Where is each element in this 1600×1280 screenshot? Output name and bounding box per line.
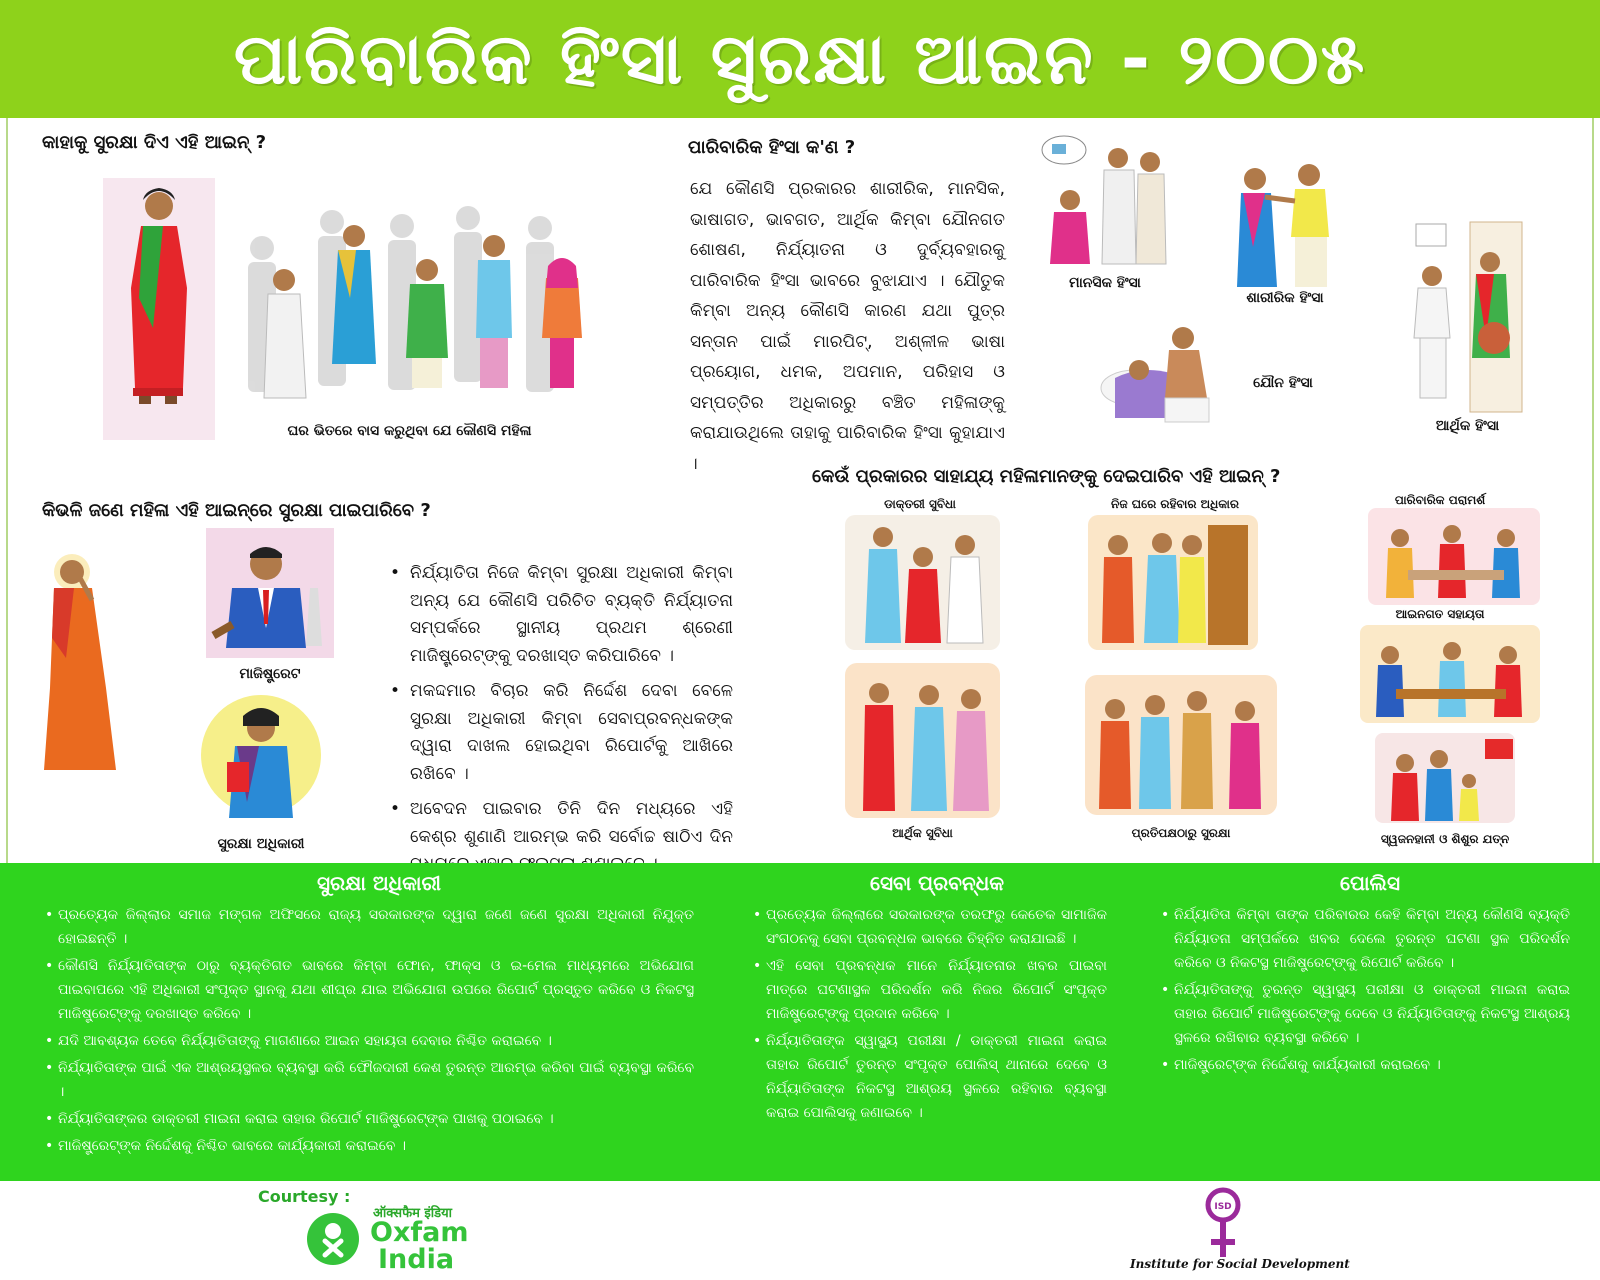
poster-title: ପାରିବାରିକ ହିଂସା ସୁରକ୍ଷା ଆଇନ - ୨୦୦୫ xyxy=(233,17,1367,100)
roles-panel xyxy=(0,863,1600,1181)
service-provider-column-title: ସେବା ପ୍ରବନ୍ଧକ xyxy=(869,871,1005,895)
woman-red-saree-illustration xyxy=(103,178,215,440)
duty-text: ଯଦି ଆବଶ୍ୟକ ତେବେ ନିର୍ଯ୍ୟାତିତାଙ୍କୁ ମାଗଣାରେ ଆଇନ ସହାୟତା ଦେବାର ନିଶ୍ଚିତ କରାଇବେ । xyxy=(58,1033,552,1049)
group-of-women-illustration xyxy=(222,188,597,416)
bullet-dot: • xyxy=(45,1033,54,1049)
how-bullets xyxy=(388,560,733,887)
duty-item xyxy=(44,1029,694,1053)
duty-text: କୌଣସି ନିର୍ଯ୍ୟାତିତାଙ୍କ ଠାରୁ ବ୍ୟକ୍ତିଗତ ଭାବରେ କିମ୍ବା ଫୋନ, ଫାକ୍ସ ଓ ଇ-ମେଲ ମାଧ୍ୟମରେ ଅଭିଯୋଗ ପାଇବାପରେ ଏହି ଅଧିକାରୀ ସଂପୃକ୍ତ ସ୍ଥାନକୁ ଯଥା ଶୀଘ୍ର ଯାଇ ଅଭିଯୋଗ ଉପରେ ରିପୋର୍ଟ ପ୍ରସ୍ତୁତ କରିବେ ଓ ନିକଟସ୍ଥ ମାଜିଷ୍ଟ୍ରେଟ୍‌ଙ୍କୁ ଦରଖାସ୍ତ କରିବେ । xyxy=(58,958,694,1022)
police-column xyxy=(1160,863,1580,1181)
duty-text: ମାଜିଷ୍ଟ୍ରେଟ୍‌ଙ୍କ ନିର୍ଦ୍ଦେଶକୁ ନିଶ୍ଚିତ ଭାବରେ କାର୍ଯ୍ୟକାରୀ କରାଇବେ । xyxy=(58,1138,407,1154)
duty-item xyxy=(1160,903,1570,975)
how-bullet-text: ମକଦ୍ଦମାର ବିଚାର କରି ନିର୍ଦ୍ଦେଶ ଦେବା ବେଳେ ସୁରକ୍ଷା ଅଧିକାରୀ କିମ୍ବା ସେବାପ୍ରବନ୍ଧକଙ୍କ ଦ୍ୱାରା ଦାଖଲ ହୋଇଥିବା ରିପୋର୍ଟକୁ ଆଖିରେ ରଖିବେ । xyxy=(410,681,733,784)
sexual-violence-illustration xyxy=(1095,318,1235,430)
how-bullet-text: ଅବେଦନ ପାଇବାର ତିନି ଦିନ ମଧ୍ୟରେ ଏହି କେଶ୍‌ର ଶୁଣାଣି ଆରମ୍ଭ କରି ସର୍ବୋଚ୍ଚ ଷାଠିଏ ଦିନ xyxy=(410,799,733,847)
bullet-dot: • xyxy=(1161,982,1170,998)
protection-from-respondent-illustration xyxy=(1085,675,1277,815)
oxfam-name xyxy=(370,1219,468,1273)
residence-right-illustration xyxy=(1088,515,1258,650)
what-definition-paragraph: ଯେ କୌଣସି ପ୍ରକାରର ଶାରୀରିକ, ମାନସିକ, ଭାଷାଗତ, ଭାବଗତ, ଆର୍ଥିକ କିମ୍ବା ଯୌନଗତ ଶୋଷଣ, ନିର୍ଯ୍ୟାତନା ଓ ଦୁର୍ବ୍ୟବହାରକୁ ପାରିବାରିକ ହିଂସା ଭାବରେ ବୁଝାଯାଏ । ଯୌତୁକ କିମ୍ବା ଅନ୍ୟ କୌଣସି କାରଣ ଯଥା ପୁତ୍ର ସନ୍ତାନ ପାଇଁ ମାରପିଟ୍, ଅଶ୍ଳୀଳ ଭାଷା ପ୍ରୟୋଗ, ଧମକ, ଅପମାନ, ପରିହାସ ଓ ସମ୍ପତ୍ତିର ଅଧିକାରରୁ ବଞ୍ଚିତ ମହିଳାଙ୍କୁ କରାଯାଉଥିଲେ ତାହାକୁ ପାରିବାରିକ ହିଂସା କୁହାଯାଏ । xyxy=(690,179,1005,474)
oxfam-name-line1: Oxfam xyxy=(370,1217,469,1248)
how-bullet-text: ନିର୍ଯ୍ୟାତିତା ନିଜେ କିମ୍ବା ସୁରକ୍ଷା ଅଧିକାରୀ କିମ୍ବା ଅନ୍ୟ ଯେ କୌଣସି ପରିଚିତ ବ୍ୟକ୍ତି ନିର୍ଯ୍ୟାତନା ସମ୍ପର୍କରେ ସ୍ଥାନୀୟ ପ୍ରଥମ ଶ୍ରେଣୀ ମାଜିଷ୍ଟ୍ରେଟ୍‌ଙ୍କୁ ଦରଖାସ୍ତ କରିପାରିବେ । xyxy=(410,563,733,666)
duty-item xyxy=(752,954,1107,1026)
protection-officer-illustration xyxy=(197,692,325,818)
bullet-dot: • xyxy=(45,1138,54,1154)
oxfam-logo-icon xyxy=(305,1211,361,1267)
service-provider-duties xyxy=(752,903,1107,1128)
mental-violence-label: ମାନସିକ ହିଂସା xyxy=(1069,275,1141,291)
duty-text: ମାଜିଷ୍ଟ୍ରେଟ୍‌ଙ୍କ ନିର୍ଦ୍ଦେଶକୁ କାର୍ଯ୍ୟକାରୀ କରାଇବେ । xyxy=(1174,1057,1441,1073)
magistrate-label: ମାଜିଷ୍ଟ୍ରେଟ xyxy=(239,666,301,682)
duty-text: ଏହି ସେବା ପ୍ରବନ୍ଧକ ମାନେ ନିର୍ଯ୍ୟାତନାର ଖବର ପାଇବା ମାତ୍ରେ ଘଟଣାସ୍ଥଳ ପରିଦର୍ଶନ କରି ନିଜର ରିପୋର୍ଟ ସଂପୃକ୍ତ ମାଜିଷ୍ଟ୍ରେଟ୍‌ଙ୍କୁ ପ୍ରଦାନ କରିବେ । xyxy=(766,958,1107,1022)
duty-text: ନିର୍ଯ୍ୟାତିତାଙ୍କର ଡାକ୍ତରୀ ମାଇନା କରାଇ ତାହାର ରିପୋର୍ଟ ମାଜିଷ୍ଟ୍ରେଟ୍‌ଙ୍କ ପାଖକୁ ପଠାଇବେ । xyxy=(58,1111,554,1127)
police-column-title: ପୋଲିସ xyxy=(1340,871,1400,895)
service-provider-column xyxy=(752,863,1122,1181)
how-section-title: କିଭଳି ଜଣେ ମହିଳା ଏହି ଆଇନ୍‌ରେ ସୁରକ୍ଷା ପାଇପାରିବେ ? xyxy=(42,500,431,521)
poster-footer xyxy=(0,1181,1600,1280)
bullet-dot: • xyxy=(390,563,401,583)
oxfam-name-line2: India xyxy=(378,1244,455,1275)
bullet-dot: • xyxy=(753,958,762,974)
bullet-dot: • xyxy=(1161,1057,1170,1073)
economic-violence-label: ଆର୍ଥିକ ହିଂସା xyxy=(1435,418,1500,434)
counselling-illustration xyxy=(1368,508,1540,605)
financial-help-label: ଆର୍ଥିକ ସୁବିଧା xyxy=(892,826,953,840)
duty-text: ନିର୍ଯ୍ୟାତିତାଙ୍କ ପାଇଁ ଏକ ଆଶ୍ରୟସ୍ଥଳର ବ୍ୟବସ୍ଥା କରି ଫୌଜଦାରୀ କେଶ ତୁରନ୍ତ ଆରମ୍ଭ କରିବା ପାଇଁ ବ୍ୟବସ୍ଥା କରିବେ । xyxy=(58,1060,694,1100)
bullet-dot: • xyxy=(1161,907,1170,923)
duty-text: ନିର୍ଯ୍ୟାତିତାଙ୍କୁ ତୁରନ୍ତ ସ୍ୱାସ୍ଥ୍ୟ ପରୀକ୍ଷା ଓ ଡାକ୍ତରୀ ମାଇନା କରାଇ ତାହାର ରିପୋର୍ଟ ମାଜିଷ୍ଟ୍ରେଟ୍‌ଙ୍କୁ ଦେବେ ଓ ନିର୍ଯ୍ୟାତିତାଙ୍କୁ ନିକଟସ୍ଥ ଆଶ୍ରୟ ସ୍ଥଳରେ ରଖିବାର ବ୍ୟବସ୍ଥା କରିବେ । xyxy=(1174,982,1570,1046)
protection-officer-label: ସୁରକ୍ଷା ଅଧିକାରୀ xyxy=(217,836,305,852)
duty-item xyxy=(44,903,694,951)
residence-right-label: ନିଜ ଘରେ ରହିବାର ଅଧିକାର xyxy=(1111,497,1239,511)
legal-help-label: ଆଇନଗତ ସହାୟତା xyxy=(1395,607,1485,621)
duty-text: ପ୍ରତ୍ୟେକ ଜିଲ୍ଲାର ସମାଜ ମଙ୍ଗଳ ଅଫିସରେ ରାଜ୍ୟ ସରକାରଙ୍କ ଦ୍ୱାରା ଜଣେ ଜଣେ ସୁରକ୍ଷା ଅଧିକାରୀ ନିଯୁକ୍ତ ହୋଇଛନ୍ତି । xyxy=(58,907,694,947)
isd-venus-logo-icon xyxy=(1205,1185,1241,1263)
who-section-title: କାହାକୁ ସୁରକ୍ଷା ଦିଏ ଏହି ଆଇନ୍ ? xyxy=(42,132,267,153)
duty-item xyxy=(44,1134,694,1158)
duty-item xyxy=(1160,978,1570,1050)
who-caption: ଘର ଭିତରେ ବାସ କରୁଥିବା ଯେ କୌଣସି ମହିଳା xyxy=(287,423,532,439)
physical-violence-illustration xyxy=(1225,157,1345,292)
svg-text:ISD: ISD xyxy=(1214,1202,1232,1212)
isd-name: Institute for Social Development xyxy=(1130,1257,1350,1271)
bullet-dot: • xyxy=(390,681,401,701)
poster-header xyxy=(0,0,1600,118)
help-section-title: କେଉଁ ପ୍ରକାରର ସାହାଯ୍ୟ ମହିଳାମାନଙ୍କୁ ଦେଇପାରିବ ଏହି ଆଇନ୍ ? xyxy=(812,466,1281,487)
magistrate-illustration xyxy=(206,528,334,658)
how-bullet xyxy=(388,678,733,788)
bullet-dot: • xyxy=(753,1033,762,1049)
bullet-dot: • xyxy=(45,1060,54,1076)
duty-text: ନିର୍ଯ୍ୟାତିତା କିମ୍ବା ତାଙ୍କ ପରିବାରର କେହି କିମ୍ବା ଅନ୍ୟ କୌଣସି ବ୍ୟକ୍ତି ନିର୍ଯ୍ୟାତନା ସମ୍ପର୍କରେ ଖବର ଦେଲେ ତୁରନ୍ତ ଘଟଣା ସ୍ଥଳ ପରିଦର୍ଶନ କରିବେ ଓ ନିକଟସ୍ଥ ମାଜିଷ୍ଟ୍ରେଟ୍‌ଙ୍କୁ ରିପୋର୍ଟ କରିବେ । xyxy=(1174,907,1570,971)
medical-help-illustration xyxy=(845,515,1000,650)
duty-item xyxy=(44,1056,694,1104)
bullet-dot: • xyxy=(45,1111,54,1127)
oxfam-hindi-name: ऑक्सफैम इंडिया xyxy=(373,1206,453,1221)
bullet-dot: • xyxy=(390,799,401,819)
duty-item xyxy=(752,903,1107,951)
duty-item xyxy=(44,954,694,1026)
police-duties xyxy=(1160,903,1570,1080)
counselling-label: ପାରିବାରିକ ପରାମର୍ଶ xyxy=(1394,493,1486,507)
courtesy-label: Courtesy : xyxy=(258,1187,351,1206)
custody-care-illustration xyxy=(1375,733,1515,823)
bullet-dot: • xyxy=(45,958,54,974)
sexual-violence-label: ଯୌନ ହିଂସା xyxy=(1253,375,1313,391)
how-bullet xyxy=(388,560,733,670)
legal-help-illustration xyxy=(1360,625,1540,723)
duty-item xyxy=(752,1029,1107,1125)
protection-officer-duties xyxy=(44,903,694,1161)
protection-officer-column xyxy=(44,863,714,1181)
mental-violence-illustration xyxy=(1040,128,1170,268)
financial-help-illustration xyxy=(845,663,1000,818)
protection-officer-column-title: ସୁରକ୍ଷା ଅଧିକାରୀ xyxy=(316,871,442,895)
medical-help-label: ଡାକ୍ତରୀ ସୁବିଧା xyxy=(884,497,956,511)
bullet-dot: • xyxy=(45,907,54,923)
economic-violence-illustration xyxy=(1410,218,1525,413)
duty-item xyxy=(1160,1053,1570,1077)
what-section-title: ପାରିବାରିକ ହିଂସା କ'ଣ ? xyxy=(688,137,856,158)
bullet-dot: • xyxy=(753,907,762,923)
worried-woman-illustration xyxy=(20,548,150,778)
custody-label: ସ୍ୱଜନହାନୀ ଓ ଶିଶୁର ଯତ୍ନ xyxy=(1380,832,1510,846)
duty-item xyxy=(44,1107,694,1131)
duty-text: ନିର୍ଯ୍ୟାତିତାଙ୍କ ସ୍ୱାସ୍ଥ୍ୟ ପରୀକ୍ଷା / ଡାକ୍ତରୀ ମାଇନା କରାଇ ତାହାର ରିପୋର୍ଟ ତୁରନ୍ତ ସଂପୃକ୍ତ ପୋଲିସ୍ ଥାନାରେ ଦେବେ ଓ ନିର୍ଯ୍ୟାତିତାଙ୍କ ନିକଟସ୍ଥ ଆଶ୍ରୟ ସ୍ଥଳରେ ରହିବାର ବ୍ୟବସ୍ଥା କରାଇ ପୋଲିସକୁ ଜଣାଇବେ । xyxy=(766,1033,1107,1121)
physical-violence-label: ଶାରୀରିକ ହିଂସା xyxy=(1246,290,1324,306)
duty-text: ପ୍ରତ୍ୟେକ ଜିଲ୍ଲାରେ ସରକାରଙ୍କ ତରଫରୁ କେତେକ ସାମାଜିକ ସଂଗଠନକୁ ସେବା ପ୍ରବନ୍ଧକ ଭାବରେ ଚିହ୍ନିତ କରାଯାଇଛି । xyxy=(766,907,1107,947)
protection-label: ପ୍ରତିପକ୍ଷଠାରୁ ସୁରକ୍ଷା xyxy=(1131,826,1231,840)
